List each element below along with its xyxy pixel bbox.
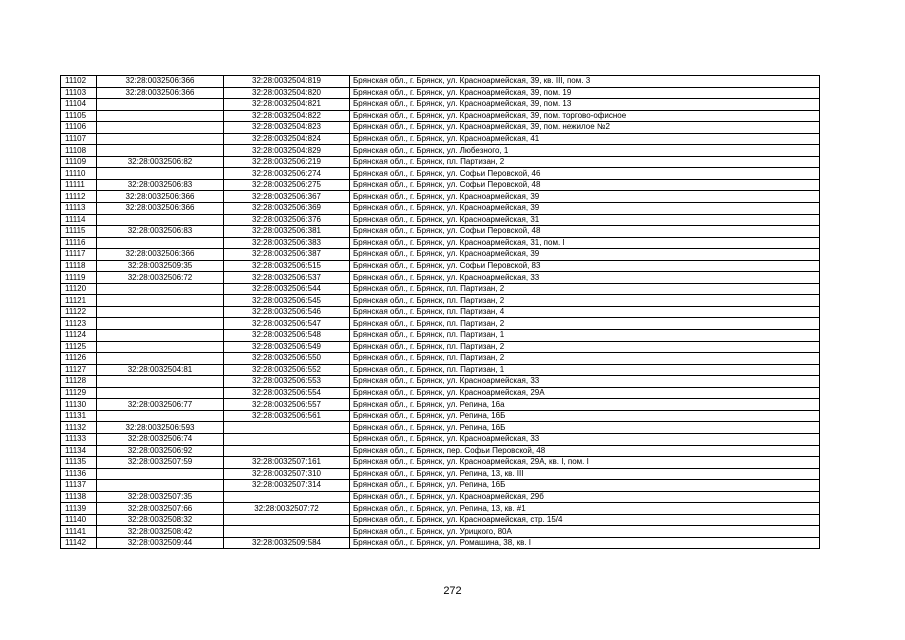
address-cell: Брянская обл., г. Брянск, ул. Красноармейская, 39 [350, 191, 820, 203]
parent-cadastral-number-cell: 32:28:0032506:82 [97, 156, 224, 168]
cadastral-number-cell: 32:28:0032507:314 [224, 480, 350, 492]
record-number-cell: 11122 [61, 306, 97, 318]
parent-cadastral-number-cell [97, 353, 224, 365]
parent-cadastral-number-cell: 32:28:0032506:83 [97, 226, 224, 238]
address-cell: Брянская обл., г. Брянск, ул. Красноармейская, 31 [350, 214, 820, 226]
record-number-cell: 11142 [61, 537, 97, 549]
record-number-cell: 11133 [61, 433, 97, 445]
cadastral-number-cell: 32:28:0032507:310 [224, 468, 350, 480]
cadastral-number-cell: 32:28:0032506:381 [224, 226, 350, 238]
address-cell: Брянская обл., г. Брянск, ул. Репина, 16а [350, 399, 820, 411]
parent-cadastral-number-cell: 32:28:0032504:81 [97, 364, 224, 376]
table-row [61, 387, 820, 399]
record-number-cell: 11125 [61, 341, 97, 353]
address-cell: Брянская обл., г. Брянск, пл. Партизан, 2 [350, 156, 820, 168]
table-row [61, 318, 820, 330]
parent-cadastral-number-cell [97, 376, 224, 388]
parent-cadastral-number-cell: 32:28:0032506:83 [97, 179, 224, 191]
parent-cadastral-number-cell [97, 306, 224, 318]
parent-cadastral-number-cell: 32:28:0032509:35 [97, 260, 224, 272]
address-cell: Брянская обл., г. Брянск, ул. Софьи Перовской, 83 [350, 260, 820, 272]
address-cell: Брянская обл., г. Брянск, ул. Красноармейская, 33 [350, 272, 820, 284]
record-number-cell: 11127 [61, 364, 97, 376]
address-cell: Брянская обл., г. Брянск, пл. Партизан, 4 [350, 306, 820, 318]
parent-cadastral-number-cell: 32:28:0032507:66 [97, 503, 224, 515]
table-row [61, 249, 820, 261]
cadastral-number-cell: 32:28:0032506:387 [224, 249, 350, 261]
cadastral-number-cell: 32:28:0032506:545 [224, 295, 350, 307]
address-cell: Брянская обл., г. Брянск, ул. Красноармейская, 33 [350, 376, 820, 388]
address-cell: Брянская обл., г. Брянск, ул. Красноармейская, 39 [350, 249, 820, 261]
cadastral-table [60, 75, 820, 549]
table-row [61, 330, 820, 342]
table-row [61, 226, 820, 238]
table-row [61, 156, 820, 168]
cadastral-number-cell: 32:28:0032506:546 [224, 306, 350, 318]
parent-cadastral-number-cell [97, 387, 224, 399]
cadastral-number-cell: 32:28:0032506:550 [224, 353, 350, 365]
record-number-cell: 11131 [61, 410, 97, 422]
record-number-cell: 11113 [61, 203, 97, 215]
table-row [61, 422, 820, 434]
parent-cadastral-number-cell: 32:28:0032506:74 [97, 433, 224, 445]
record-number-cell: 11118 [61, 260, 97, 272]
cadastral-number-cell: 32:28:0032506:383 [224, 237, 350, 249]
parent-cadastral-number-cell: 32:28:0032506:366 [97, 87, 224, 99]
record-number-cell: 11130 [61, 399, 97, 411]
table-row [61, 283, 820, 295]
record-number-cell: 11112 [61, 191, 97, 203]
cadastral-number-cell: 32:28:0032506:549 [224, 341, 350, 353]
table-row [61, 99, 820, 111]
table-row [61, 526, 820, 538]
cadastral-number-cell: 32:28:0032507:161 [224, 457, 350, 469]
parent-cadastral-number-cell [97, 133, 224, 145]
parent-cadastral-number-cell [97, 480, 224, 492]
cadastral-number-cell: 32:28:0032504:822 [224, 110, 350, 122]
record-number-cell: 11111 [61, 179, 97, 191]
address-cell: Брянская обл., г. Брянск, ул. Красноармейская, 29А [350, 387, 820, 399]
cadastral-number-cell: 32:28:0032504:819 [224, 76, 350, 88]
address-cell: Брянская обл., г. Брянск, пер. Софьи Перовской, 48 [350, 445, 820, 457]
cadastral-number-cell: 32:28:0032507:72 [224, 503, 350, 515]
table-row [61, 445, 820, 457]
parent-cadastral-number-cell [97, 214, 224, 226]
address-cell: Брянская обл., г. Брянск, ул. Репина, 13, кв. #1 [350, 503, 820, 515]
cadastral-number-cell: 32:28:0032504:823 [224, 122, 350, 134]
record-number-cell: 11136 [61, 468, 97, 480]
table-row [61, 145, 820, 157]
cadastral-number-cell: 32:28:0032506:219 [224, 156, 350, 168]
address-cell: Брянская обл., г. Брянск, ул. Красноармейская, 29б [350, 491, 820, 503]
address-cell: Брянская обл., г. Брянск, ул. Софьи Перовской, 48 [350, 226, 820, 238]
address-cell: Брянская обл., г. Брянск, ул. Репина, 16Б [350, 410, 820, 422]
table-row [61, 260, 820, 272]
record-number-cell: 11120 [61, 283, 97, 295]
address-cell: Брянская обл., г. Брянск, ул. Красноармейская, стр. 15/4 [350, 514, 820, 526]
table-row [61, 480, 820, 492]
table-row [61, 364, 820, 376]
address-cell: Брянская обл., г. Брянск, пл. Партизан, 2 [350, 295, 820, 307]
cadastral-number-cell [224, 422, 350, 434]
record-number-cell: 11102 [61, 76, 97, 88]
table-row [61, 191, 820, 203]
cadastral-number-cell: 32:28:0032506:369 [224, 203, 350, 215]
address-cell: Брянская обл., г. Брянск, пл. Партизан, 2 [350, 353, 820, 365]
parent-cadastral-number-cell: 32:28:0032506:366 [97, 249, 224, 261]
cadastral-number-cell: 32:28:0032506:544 [224, 283, 350, 295]
address-cell: Брянская обл., г. Брянск, ул. Софьи Перовской, 46 [350, 168, 820, 180]
address-cell: Брянская обл., г. Брянск, ул. Репина, 16Б [350, 480, 820, 492]
record-number-cell: 11139 [61, 503, 97, 515]
address-cell: Брянская обл., г. Брянск, пл. Партизан, 1 [350, 364, 820, 376]
parent-cadastral-number-cell [97, 237, 224, 249]
address-cell: Брянская обл., г. Брянск, ул. Красноармейская, 39, кв. III, пом. 3 [350, 76, 820, 88]
record-number-cell: 11132 [61, 422, 97, 434]
table-row [61, 468, 820, 480]
table-body [61, 76, 820, 549]
parent-cadastral-number-cell [97, 145, 224, 157]
address-cell: Брянская обл., г. Брянск, ул. Софьи Перовской, 48 [350, 179, 820, 191]
address-cell: Брянская обл., г. Брянск, ул. Красноармейская, 39 [350, 203, 820, 215]
record-number-cell: 11140 [61, 514, 97, 526]
table-row [61, 457, 820, 469]
cadastral-number-cell [224, 491, 350, 503]
record-number-cell: 11103 [61, 87, 97, 99]
parent-cadastral-number-cell: 32:28:0032506:72 [97, 272, 224, 284]
cadastral-number-cell: 32:28:0032506:376 [224, 214, 350, 226]
table-row [61, 168, 820, 180]
address-cell: Брянская обл., г. Брянск, ул. Любезного, 1 [350, 145, 820, 157]
record-number-cell: 11141 [61, 526, 97, 538]
cadastral-number-cell: 32:28:0032504:829 [224, 145, 350, 157]
record-number-cell: 11115 [61, 226, 97, 238]
record-number-cell: 11119 [61, 272, 97, 284]
table-row [61, 87, 820, 99]
address-cell: Брянская обл., г. Брянск, ул. Красноармейская, 33 [350, 433, 820, 445]
cadastral-number-cell: 32:28:0032504:824 [224, 133, 350, 145]
cadastral-number-cell: 32:28:0032506:554 [224, 387, 350, 399]
table-row [61, 537, 820, 549]
cadastral-number-cell [224, 514, 350, 526]
cadastral-number-cell: 32:28:0032506:547 [224, 318, 350, 330]
table-row [61, 295, 820, 307]
cadastral-number-cell: 32:28:0032506:275 [224, 179, 350, 191]
table-row [61, 376, 820, 388]
table-row [61, 514, 820, 526]
record-number-cell: 11106 [61, 122, 97, 134]
record-number-cell: 11105 [61, 110, 97, 122]
address-cell: Брянская обл., г. Брянск, ул. Красноармейская, 31, пом. I [350, 237, 820, 249]
parent-cadastral-number-cell [97, 295, 224, 307]
parent-cadastral-number-cell [97, 110, 224, 122]
record-number-cell: 11124 [61, 330, 97, 342]
record-number-cell: 11121 [61, 295, 97, 307]
address-cell: Брянская обл., г. Брянск, ул. Ромашина, 38, кв. I [350, 537, 820, 549]
parent-cadastral-number-cell: 32:28:0032508:42 [97, 526, 224, 538]
parent-cadastral-number-cell [97, 318, 224, 330]
table-row [61, 237, 820, 249]
record-number-cell: 11107 [61, 133, 97, 145]
record-number-cell: 11109 [61, 156, 97, 168]
table-row [61, 503, 820, 515]
table-row [61, 353, 820, 365]
parent-cadastral-number-cell: 32:28:0032506:77 [97, 399, 224, 411]
parent-cadastral-number-cell [97, 122, 224, 134]
table-row [61, 410, 820, 422]
record-number-cell: 11137 [61, 480, 97, 492]
address-cell: Брянская обл., г. Брянск, пл. Партизан, 2 [350, 318, 820, 330]
address-cell: Брянская обл., г. Брянск, ул. Красноармейская, 41 [350, 133, 820, 145]
address-cell: Брянская обл., г. Брянск, ул. Красноармейская, 39, пом. нежилое №2 [350, 122, 820, 134]
parent-cadastral-number-cell: 32:28:0032506:593 [97, 422, 224, 434]
cadastral-number-cell [224, 526, 350, 538]
record-number-cell: 11117 [61, 249, 97, 261]
record-number-cell: 11128 [61, 376, 97, 388]
parent-cadastral-number-cell: 32:28:0032506:366 [97, 76, 224, 88]
parent-cadastral-number-cell [97, 168, 224, 180]
address-cell: Брянская обл., г. Брянск, ул. Красноармейская, 39, пом. торгово-офисное [350, 110, 820, 122]
parent-cadastral-number-cell: 32:28:0032509:44 [97, 537, 224, 549]
parent-cadastral-number-cell [97, 330, 224, 342]
parent-cadastral-number-cell [97, 341, 224, 353]
table-row [61, 110, 820, 122]
parent-cadastral-number-cell: 32:28:0032508:32 [97, 514, 224, 526]
record-number-cell: 11104 [61, 99, 97, 111]
address-cell: Брянская обл., г. Брянск, ул. Репина, 16Б [350, 422, 820, 434]
address-cell: Брянская обл., г. Брянск, ул. Красноармейская, 39, пом. 13 [350, 99, 820, 111]
address-cell: Брянская обл., г. Брянск, пл. Партизан, 1 [350, 330, 820, 342]
cadastral-number-cell: 32:28:0032506:557 [224, 399, 350, 411]
address-cell: Брянская обл., г. Брянск, пл. Партизан, 2 [350, 283, 820, 295]
cadastral-number-cell: 32:28:0032506:552 [224, 364, 350, 376]
record-number-cell: 11126 [61, 353, 97, 365]
cadastral-number-cell: 32:28:0032506:515 [224, 260, 350, 272]
record-number-cell: 11129 [61, 387, 97, 399]
cadastral-number-cell: 32:28:0032509:584 [224, 537, 350, 549]
table-row [61, 203, 820, 215]
record-number-cell: 11123 [61, 318, 97, 330]
cadastral-number-cell: 32:28:0032506:553 [224, 376, 350, 388]
cadastral-number-cell: 32:28:0032506:367 [224, 191, 350, 203]
address-cell: Брянская обл., г. Брянск, ул. Красноармейская, 39, пом. 19 [350, 87, 820, 99]
cadastral-number-cell [224, 433, 350, 445]
record-number-cell: 11110 [61, 168, 97, 180]
parent-cadastral-number-cell: 32:28:0032506:366 [97, 191, 224, 203]
table-row [61, 122, 820, 134]
table-row [61, 341, 820, 353]
cadastral-number-cell: 32:28:0032504:820 [224, 87, 350, 99]
record-number-cell: 11135 [61, 457, 97, 469]
table-row [61, 133, 820, 145]
record-number-cell: 11114 [61, 214, 97, 226]
cadastral-number-cell: 32:28:0032506:274 [224, 168, 350, 180]
parent-cadastral-number-cell: 32:28:0032507:35 [97, 491, 224, 503]
parent-cadastral-number-cell [97, 99, 224, 111]
table-row [61, 179, 820, 191]
record-number-cell: 11116 [61, 237, 97, 249]
table-row [61, 76, 820, 88]
cadastral-number-cell: 32:28:0032506:537 [224, 272, 350, 284]
page-number: 272 [443, 585, 462, 597]
cadastral-number-cell: 32:28:0032504:821 [224, 99, 350, 111]
record-number-cell: 11134 [61, 445, 97, 457]
address-cell: Брянская обл., г. Брянск, ул. Репина, 13, кв. III [350, 468, 820, 480]
parent-cadastral-number-cell: 32:28:0032507:59 [97, 457, 224, 469]
table-row [61, 272, 820, 284]
address-cell: Брянская обл., г. Брянск, ул. Урицкого, 80А [350, 526, 820, 538]
record-number-cell: 11108 [61, 145, 97, 157]
parent-cadastral-number-cell [97, 410, 224, 422]
record-number-cell: 11138 [61, 491, 97, 503]
address-cell: Брянская обл., г. Брянск, пл. Партизан, 2 [350, 341, 820, 353]
table-row [61, 399, 820, 411]
table-row [61, 306, 820, 318]
table-row [61, 214, 820, 226]
cadastral-number-cell: 32:28:0032506:561 [224, 410, 350, 422]
address-cell: Брянская обл., г. Брянск, ул. Красноармейская, 29А, кв. I, пом. I [350, 457, 820, 469]
parent-cadastral-number-cell [97, 283, 224, 295]
table-row [61, 433, 820, 445]
cadastral-number-cell [224, 445, 350, 457]
parent-cadastral-number-cell [97, 468, 224, 480]
parent-cadastral-number-cell: 32:28:0032506:92 [97, 445, 224, 457]
cadastral-number-cell: 32:28:0032506:548 [224, 330, 350, 342]
table-row [61, 491, 820, 503]
parent-cadastral-number-cell: 32:28:0032506:366 [97, 203, 224, 215]
